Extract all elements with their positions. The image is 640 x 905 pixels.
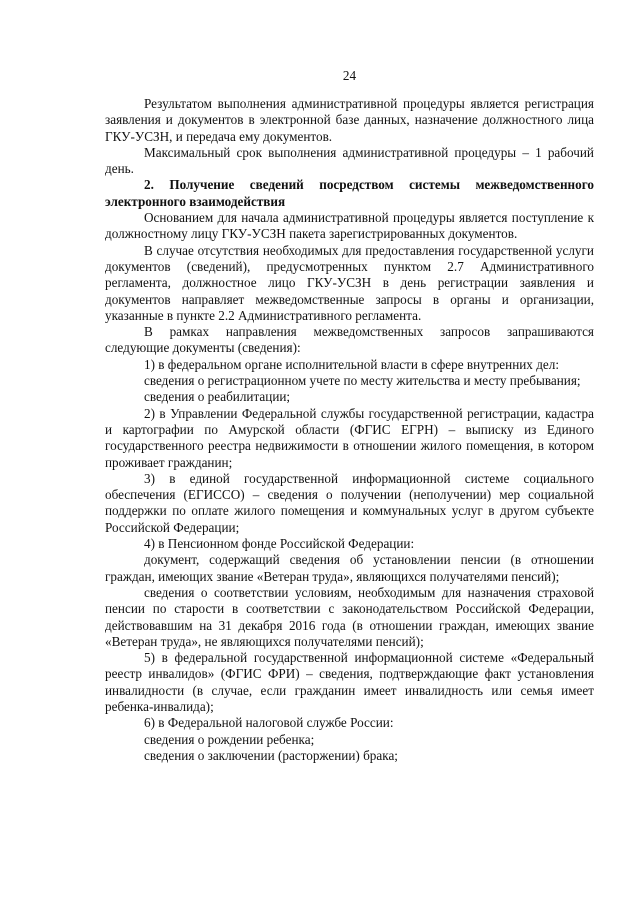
list-subitem-registration: сведения о регистрационном учете по месту жительства и месту пребывания; <box>144 373 581 389</box>
list-item-3: 3) в единой государственной информационной системе социального обеспечения (ЕГИССО) – сведения о получении (неполучении) мер социальной поддержки по оплате жилого помещения и коммунальных услуг в другом субъекте Российской Федерации; <box>105 470 594 535</box>
paragraph-basis: Основанием для начала административной процедуры является поступление к должностному лицу ГКУ-УСЗН пакета зарегистрированных документов. <box>105 210 594 242</box>
list-subitem-marriage: сведения о заключении (расторжении) брака; <box>144 747 398 763</box>
list-subitem-pension-doc: документ, содержащий сведения об установлении пенсии (в отношении граждан, имеющих звание «Ветеран труда», являющихся получателями пенсий); <box>105 552 594 584</box>
list-item-4: 4) в Пенсионном фонде Российской Федерации: <box>144 536 415 552</box>
list-item-1: 1) в федеральном органе исполнительной власти в сфере внутренних дел: <box>144 356 560 372</box>
paragraph-max-term: Максимальный срок выполнения административной процедуры – 1 рабочий день. <box>105 144 594 177</box>
list-item-6: 6) в Федеральной налоговой службе России: <box>144 715 394 731</box>
page-number: 24 <box>342 68 357 83</box>
list-subitem-rehabilitation: сведения о реабилитации; <box>144 389 291 405</box>
section-heading: 2. Получение сведений посредством системы межведомственного электронного взаимодействия <box>105 177 594 209</box>
paragraph-absence: В случае отсутствия необходимых для предоставления государственной услуги документов (сведений), предусмотренных пунктом 2.7 Административного регламента, должностное лицо ГКУ-УСЗН в день регистрации заявления и документов направляет межведомственные запросы в органы и организации, указанные в пункте 2.2 Административного регламента. <box>105 242 594 323</box>
paragraph-requests: В рамках направления межведомственных запросов запрашиваются следующие документы (сведения): <box>105 324 594 356</box>
list-subitem-birth: сведения о рождении ребенка; <box>144 731 315 747</box>
list-item-2: 2) в Управлении Федеральной службы государственной регистрации, кадастра и картографии по Амурской области (ФГИС ЕГРН) – выписку из Единого государственного реестра недвижимости в отношении жилого помещения, в котором проживает гражданин; <box>105 405 594 470</box>
paragraph-result: Результатом выполнения административной процедуры является регистрация заявления и документов в электронной базе данных, назначение должностного лица ГКУ-УСЗН, и передача ему документов. <box>105 96 594 144</box>
list-item-5: 5) в федеральной государственной информационной системе «Федеральный реестр инвалидов» (ФГИС ФРИ) – сведения, подтверждающие факт установления инвалидности (в случае, если гражданин имеет инвалидность или семья имеет ребенка-инвалида); <box>105 650 594 714</box>
list-subitem-pension-conditions: сведения о соответствии условиям, необходимым для назначения страховой пенсии по старости в соответствии с законодательством Российской Федерации, действовавшим на 31 декабря 2016 года (в отношении граждан, имеющих звание «Ветеран труда», не являющихся получателями пенсий); <box>105 584 594 649</box>
document-page <box>105 68 594 764</box>
